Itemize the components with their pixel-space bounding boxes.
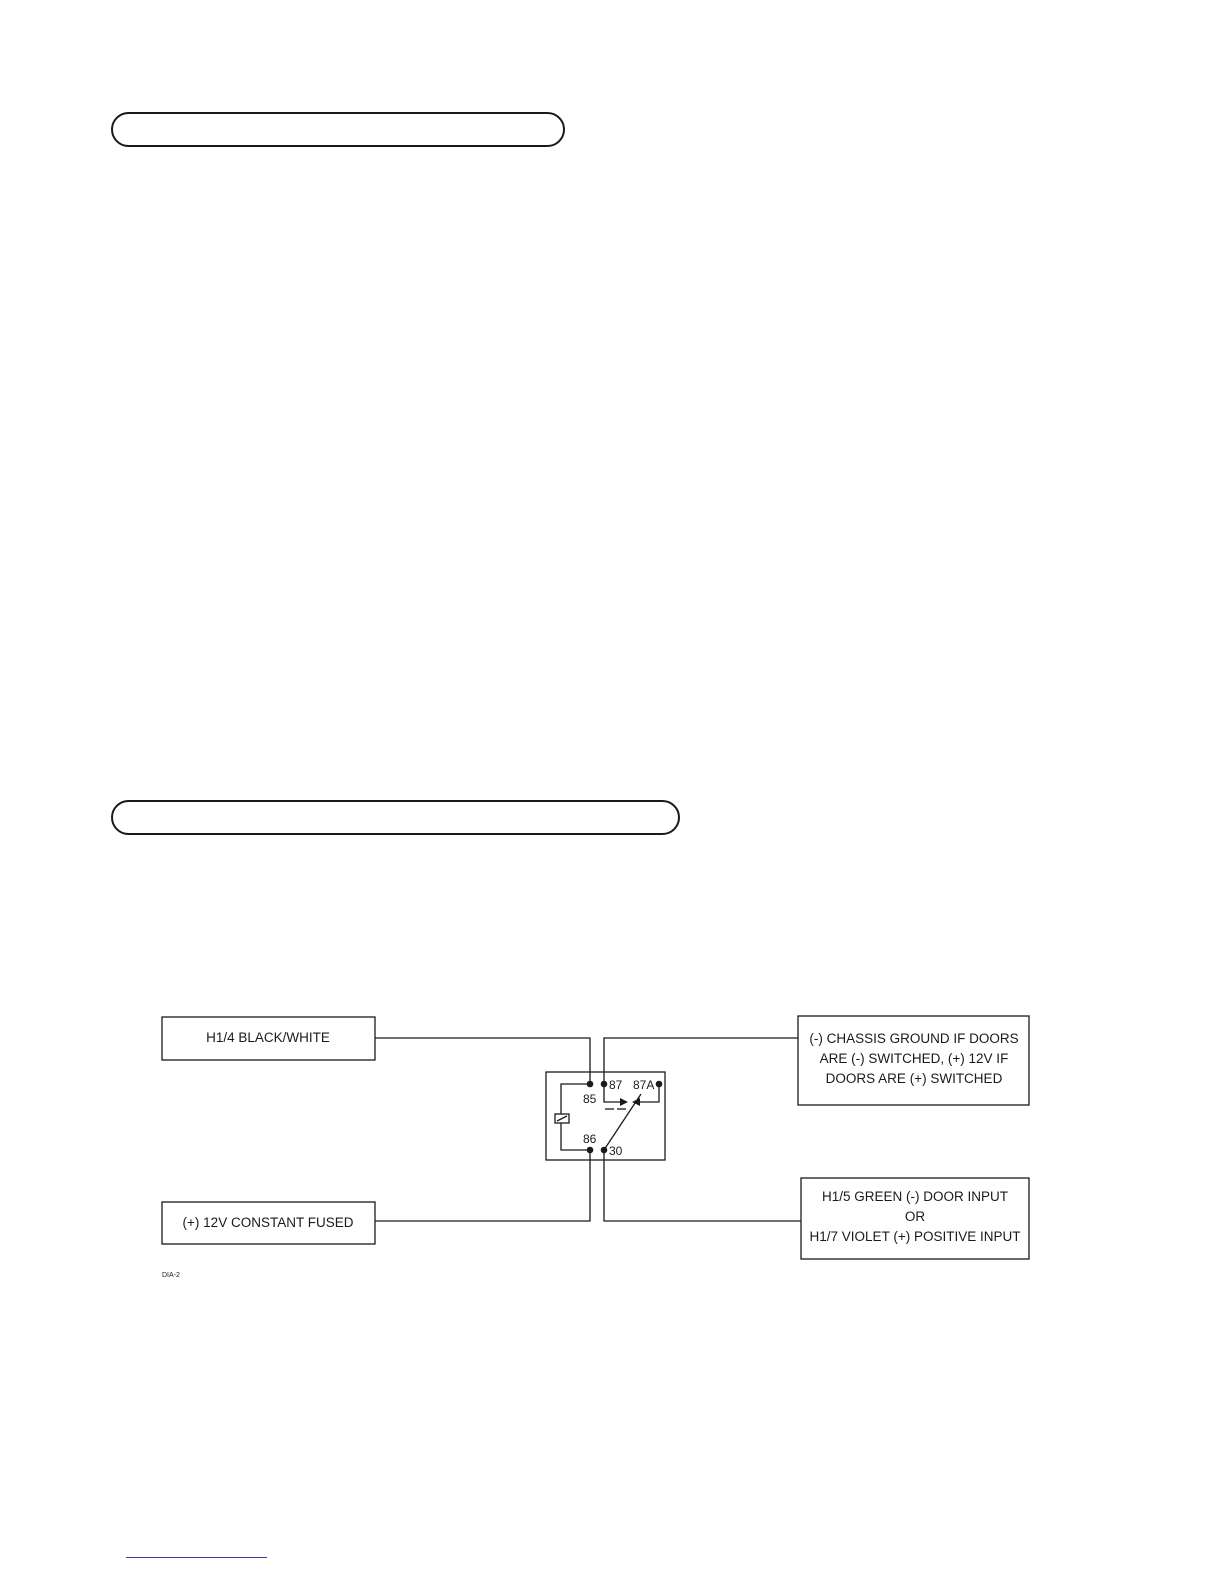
wire-85 xyxy=(375,1038,590,1084)
terminal-30-dot xyxy=(601,1147,608,1154)
box-12v-label: (+) 12V CONSTANT FUSED xyxy=(182,1215,354,1230)
box-chassis-line: DOORS ARE (+) SWITCHED xyxy=(825,1071,1003,1086)
terminal-86-dot xyxy=(587,1147,594,1154)
figure-code: DIA-2 xyxy=(162,1272,180,1279)
pin-label-87a: 87A xyxy=(633,1078,655,1092)
pin-label-85: 85 xyxy=(583,1092,597,1106)
box-door-input-line: H1/7 VIOLET (+) POSITIVE INPUT xyxy=(809,1229,1021,1244)
pin-label-87: 87 xyxy=(609,1078,623,1092)
arrow-right-icon xyxy=(620,1098,628,1106)
terminal-85-dot xyxy=(587,1081,594,1088)
box-h1-4-label: H1/4 BLACK/WHITE xyxy=(206,1030,330,1045)
pin-label-30: 30 xyxy=(609,1144,623,1158)
pin-label-86: 86 xyxy=(583,1132,597,1146)
wire-86 xyxy=(375,1150,590,1221)
box-door-input-line: OR xyxy=(904,1209,926,1224)
box-door-input-line: H1/5 GREEN (-) DOOR INPUT xyxy=(821,1189,1009,1204)
terminal-87-dot xyxy=(601,1081,608,1088)
terminal-87a-dot xyxy=(656,1081,663,1088)
wire-30 xyxy=(604,1150,801,1221)
bottom-rule xyxy=(126,1557,267,1558)
box-chassis-line: ARE (-) SWITCHED, (+) 12V IF xyxy=(819,1051,1009,1066)
box-chassis-line: (-) CHASSIS GROUND IF DOORS xyxy=(809,1031,1019,1046)
